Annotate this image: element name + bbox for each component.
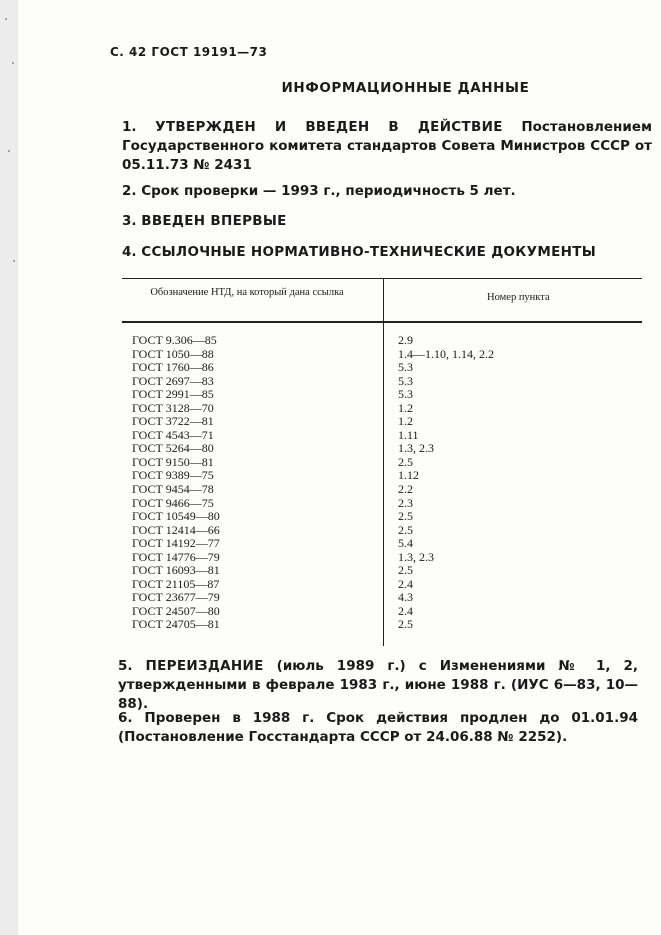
row-standard: ГОСТ 21105—87: [132, 576, 220, 591]
info-item-2: [122, 182, 652, 201]
table-row: [122, 415, 642, 429]
row-point: 2.5: [398, 454, 413, 469]
table-row: [122, 605, 642, 619]
table-row: [122, 402, 642, 416]
table-row: [122, 456, 642, 470]
row-standard: ГОСТ 24705—81: [132, 617, 220, 632]
row-standard: ГОСТ 4543—71: [132, 427, 214, 442]
item-heading: ССЫЛОЧНЫЕ НОРМАТИВНО-ТЕХНИЧЕСКИЕ ДОКУМЕНТЫ: [141, 244, 596, 260]
table-row: [122, 537, 642, 551]
table-row: [122, 524, 642, 538]
row-standard: ГОСТ 14192—77: [132, 536, 220, 551]
item-number: 3.: [122, 213, 137, 229]
row-standard: ГОСТ 12414—66: [132, 522, 220, 537]
info-item-5: [118, 657, 638, 714]
row-standard: ГОСТ 9.306—85: [132, 333, 217, 347]
item-number: 1.: [122, 119, 137, 135]
row-point: 2.3: [398, 495, 413, 510]
page-header: С. 42 ГОСТ 19191—73: [110, 45, 268, 59]
row-standard: ГОСТ 3128—70: [132, 400, 214, 415]
table-row: [122, 510, 642, 524]
table-header-ntd: Обозначение НТД, на который дана ссылка: [150, 287, 344, 298]
info-item-4: [122, 243, 652, 262]
item-number: 6.: [118, 710, 133, 726]
row-standard: ГОСТ 9389—75: [132, 468, 214, 483]
table-row: [122, 551, 642, 565]
row-point: 1.2: [398, 414, 413, 429]
binding-edge: [0, 0, 18, 935]
row-standard: ГОСТ 9150—81: [132, 454, 214, 469]
item-text: Проверен в 1988 г. Срок действия продлен до 01.01.94 (Постановление Госстандарта СССР от 24.06.88 № 2252).: [118, 710, 638, 745]
row-point: 1.11: [398, 427, 419, 442]
row-standard: ГОСТ 16093—81: [132, 563, 220, 578]
table-row: [122, 578, 642, 592]
row-point: 2.9: [398, 333, 413, 347]
table-top-rule: [122, 278, 642, 279]
info-item-1: [122, 118, 652, 175]
table-row: [122, 483, 642, 497]
table-row: [122, 618, 642, 632]
row-standard: ГОСТ 9454—78: [132, 482, 214, 497]
row-point: 1.4—1.10, 1.14, 2.2: [398, 346, 494, 361]
row-point: 2.5: [398, 617, 413, 632]
table-header-point: Номер пункта: [487, 292, 550, 303]
item-number: 4.: [122, 244, 137, 260]
table-row: [122, 591, 642, 605]
table-row: [122, 388, 642, 402]
page-title-text: ИНФОРМАЦИОННЫЕ ДАННЫЕ: [281, 80, 530, 96]
row-point: 2.5: [398, 509, 413, 524]
row-point: 1.2: [398, 400, 413, 415]
row-point: 2.5: [398, 563, 413, 578]
table-row: [122, 429, 642, 443]
row-standard: ГОСТ 10549—80: [132, 509, 220, 524]
reference-documents-table: [122, 278, 642, 648]
row-standard: ГОСТ 9466—75: [132, 495, 214, 510]
table-row: [122, 497, 642, 511]
item-text: Срок проверки — 1993 г., периодичность 5 лет.: [141, 183, 516, 199]
row-point: 2.5: [398, 522, 413, 537]
item-text: Постановлением Государственного комитета стандартов Совета Министров СССР от 05.11.73 № 2431: [122, 119, 653, 173]
row-point: 5.3: [398, 373, 413, 388]
page-title: [0, 80, 661, 96]
table-body: [122, 334, 642, 632]
row-point: 5.3: [398, 360, 413, 375]
row-point: 2.4: [398, 603, 413, 618]
item-heading: ВВЕДЕН ВПЕРВЫЕ: [141, 213, 287, 229]
info-item-3: [122, 212, 652, 231]
table-row: [122, 469, 642, 483]
row-point: 1.3, 2.3: [398, 549, 434, 564]
item-number: 2.: [122, 183, 137, 199]
table-row: [122, 361, 642, 375]
table-row: [122, 348, 642, 362]
item-number: 5.: [118, 658, 133, 674]
row-standard: ГОСТ 3722—81: [132, 414, 214, 429]
table-header-rule: [122, 321, 642, 323]
row-point: 5.4: [398, 536, 413, 551]
table-row: [122, 442, 642, 456]
table-row: [122, 334, 642, 348]
row-standard: ГОСТ 2991—85: [132, 387, 214, 402]
row-point: 5.3: [398, 387, 413, 402]
row-point: 1.3, 2.3: [398, 441, 434, 456]
row-point: 2.4: [398, 576, 413, 591]
row-standard: ГОСТ 1050—88: [132, 346, 214, 361]
row-standard: ГОСТ 2697—83: [132, 373, 214, 388]
item-heading: ПЕРЕИЗДАНИЕ: [145, 658, 264, 674]
row-point: 2.2: [398, 482, 413, 497]
row-standard: ГОСТ 5264—80: [132, 441, 214, 456]
table-row: [122, 564, 642, 578]
row-standard: ГОСТ 24507—80: [132, 603, 220, 618]
table-row: [122, 375, 642, 389]
row-standard: ГОСТ 1760—86: [132, 360, 214, 375]
item-heading: УТВЕРЖДЕН И ВВЕДЕН В ДЕЙСТВИЕ: [155, 119, 503, 135]
row-point: 1.12: [398, 468, 419, 483]
item-text: (июль 1989 г.) с Изменениями № 1, 2, утвержденными в феврале 1983 г., июне 1988 г. (ИУС 6—83, 10—88).: [118, 658, 638, 712]
row-standard: ГОСТ 23677—79: [132, 590, 220, 605]
row-point: 4.3: [398, 590, 413, 605]
row-standard: ГОСТ 14776—79: [132, 549, 220, 564]
info-item-6: [118, 709, 638, 747]
